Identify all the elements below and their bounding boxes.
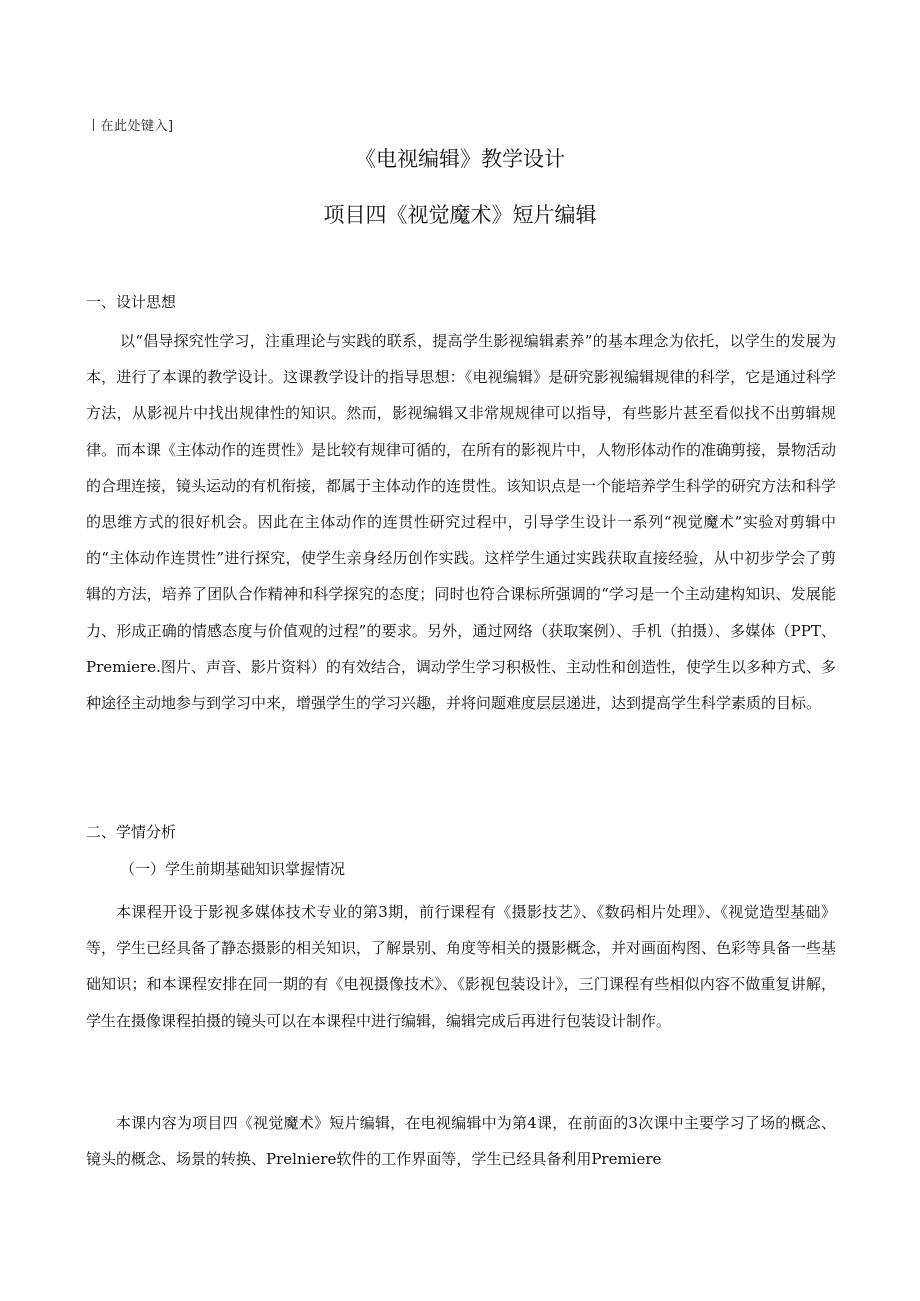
section-heading-design-idea: 一、设计思想 [86,293,177,311]
document-title: 《电视编辑》教学设计 [355,147,565,171]
header-placeholder[interactable]: 丨在此处键入] [87,119,174,134]
paragraph-lesson-content: 本课内容为项目四《视觉魔术》短片编辑，在电视编辑中为第4课，在前面的3次课中主要学习了场的概念、镜头的概念、场景的转换、Prelniere软件的工作界面等，学生已经具备利用Premiere [86,1114,836,1169]
section-heading-student-analysis: 二、学情分析 [86,823,177,841]
subsection-heading-prior-knowledge: （一）学生前期基础知识掌握情况 [120,860,346,878]
document-subtitle: 项目四《视觉魔术》短片编辑 [323,203,597,227]
paragraph-design-idea: 以“倡导探究性学习，注重理论与实践的联系，提高学生影视编辑素养”的基本理念为依托，以学生的发展为本，进行了本课的教学设计。这课教学设计的指导思想：《电视编辑》是研究影视编辑规律的科学，它是通过科学方法，从影视片中找出规律性的知识。然而，影视编辑又非常规规律可以指导，有些影片甚至看似找不出剪辑规律。而本课《主体动作的连贯性》是比较有规律可循的，在所有的影视片中，人物形体动作的准确剪接，景物活动的合理连接，镜头运动的有机衔接，都属于主体动作的连贯性。该知识点是一个能培养学生科学的研究方法和科学的思维方式的很好机会。因此在主体动作的连贯性研究过程中，引导学生设计一系列“视觉魔术”实验对剪辑中的“主体动作连贯性”进行探究，使学生亲身经历创作实践。这样学生通过实践获取直接经验，从中初步学会了剪辑的方法，培养了团队合作精神和科学探究的态度；同时也符合课标所强调的“学习是一个主动建构知识、发展能力、形成正确的情感态度与价值观的过程”的要求。另外，通过网络（获取案例）、手机（拍摄）、多媒体（PPT、Premiere.图片、声音、影片资料）的有效结合，调动学生学习积极性、主动性和创造性，使学生以多种方式、多种途径主动地参与到学习中来，增强学生的学习兴趣，并将问题难度层层递进，达到提高学生科学素质的目标。 [86,332,837,713]
paragraph-prior-knowledge: 本课程开设于影视多媒体技术专业的第3期，前行课程有《摄影技艺》、《数码相片处理》、《视觉造型基础》等，学生已经具备了静态摄影的相关知识，了解景别、角度等相关的摄影概念，并对画面构图、色彩等具备一些基础知识；和本课程安排在同一期的有《电视摄像技术》、《影视包装设计》，三门课程有些相似内容不做重复讲解，学生在摄像课程拍摄的镜头可以在本课程中进行编辑，编辑完成后再进行包装设计制作。 [86,903,837,1030]
